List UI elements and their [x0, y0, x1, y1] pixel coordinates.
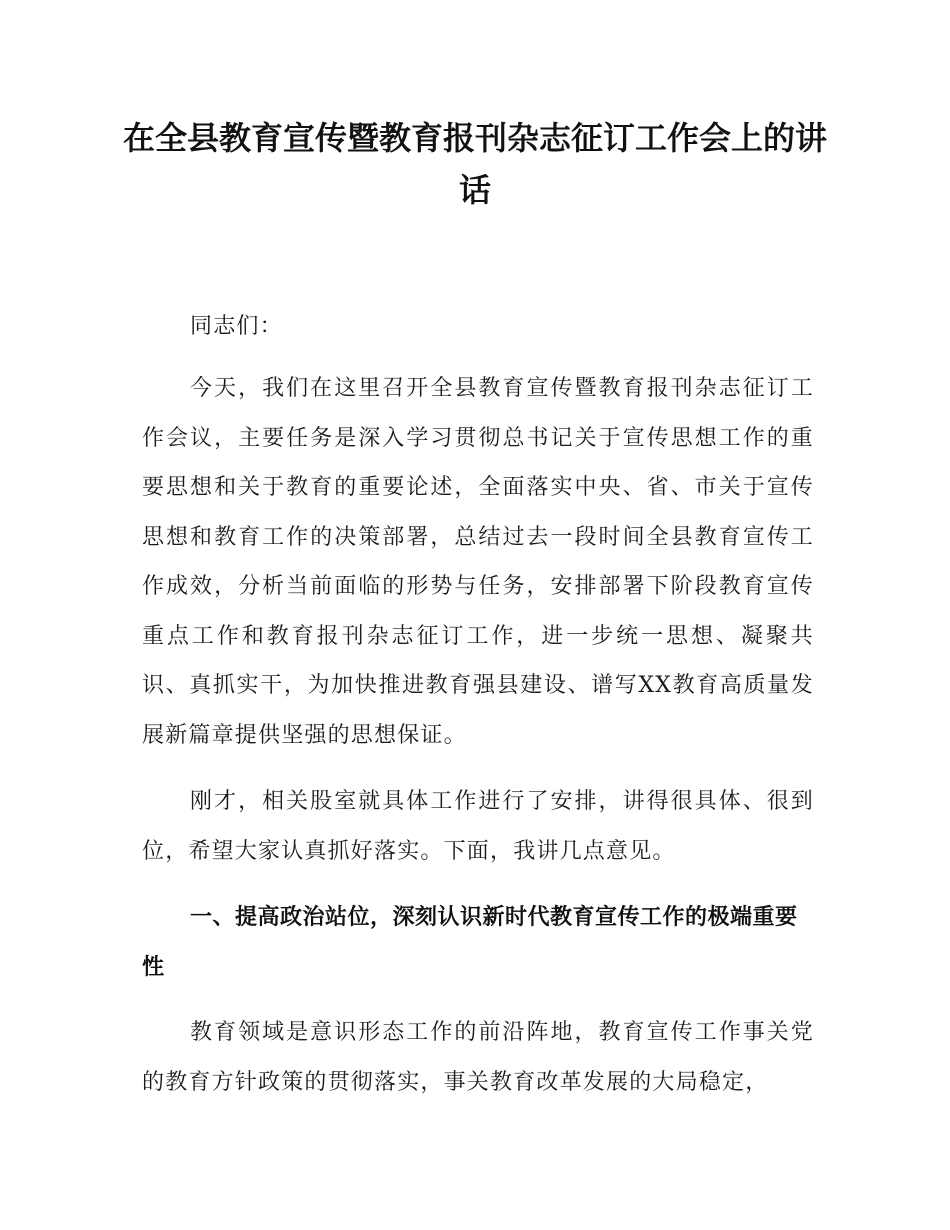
section-heading: 一、提高政治站位，深刻认识新时代教育宣传工作的极端重要性 — [142, 905, 798, 980]
paragraph-intro: 今天，我们在这里召开全县教育宣传暨教育报刊杂志征订工作会议，主要任务是深入学习贯彻总书记关于宣传思想工作的重要思想和关于教育的重要论述，全面落实中央、省、市关于宣传思想和教育工作的决策部署，总结过去一段时间全县教育宣传工作成效，分析当前面临的形势与任务，安排部署下阶段教育宣传重点工作和教育报刊杂志征订工作，进一步统一思想、凝聚共识、真抓实干，为加快推进教育强县建设、谱写XX教育高质量发展新篇章提供坚强的思想保证。 — [142, 376, 814, 748]
document-title: 在全县教育宣传暨教育报刊杂志征订工作会上的讲话 — [122, 119, 827, 209]
paragraph-arrangement: 刚才，相关股室就具体工作进行了安排，讲得很具体、很到位，希望大家认真抓好落实。下面，我讲几点意见。 — [142, 789, 814, 864]
section-paragraph: 教育领域是意识形态工作的前沿阵地，教育宣传工作事关党的教育方针政策的贯彻落实，事关教育改革发展的大局稳定， — [142, 1020, 814, 1095]
salutation: 同志们： — [190, 314, 283, 339]
